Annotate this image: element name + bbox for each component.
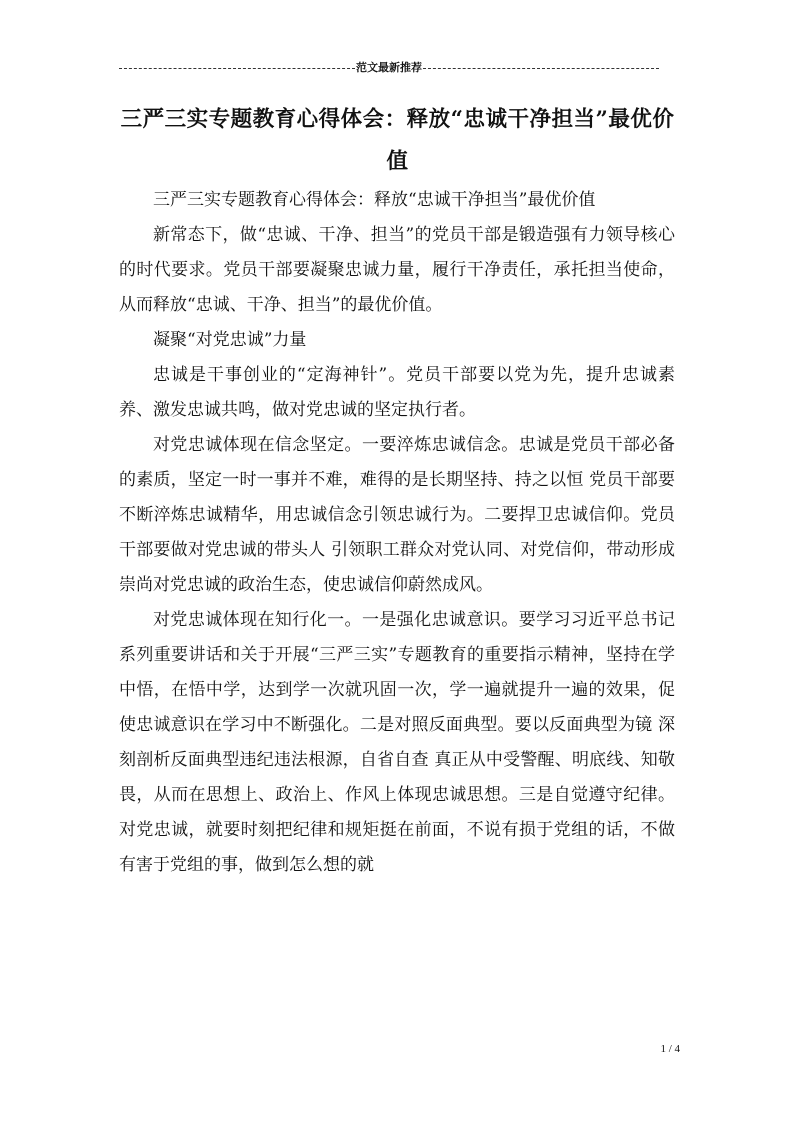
- section-heading: 凝聚“对党忠诚”力量: [153, 330, 307, 350]
- page-number: 1 / 4: [660, 1043, 680, 1055]
- paragraph: 对党忠诚体现在知行化一。一是强化忠诚意识。要学习习近平总书记系列重要讲话和关于开展“三严三实”专题教育的重要指示精神，坚持在学中悟，在悟中学，达到学一次就巩固一次，学一遍就提升一遍的效果，促使忠诚意识在学习中不断强化。二是对照反面典型。要以反面典型为镜 深刻剖析反面典型违纪违法根源，自省自查 真正从中受警醒、明底线、知敬畏，从而在思想上、政治上、作风上体现忠诚思想。三是自觉遵守纪律。对党忠诚，就要时刻把纪律和规矩挺在前面，不说有损于党组的话，不做有害于党组的事，做到怎么想的就: [119, 610, 675, 875]
- document-title: 三严三实专题教育心得体会：释放“忠诚干净担当”最优价值: [120, 107, 675, 174]
- page-header: [119, 60, 659, 76]
- document-body: [119, 183, 675, 883]
- paragraph: 忠诚是干事创业的“定海神针”。党员干部要以党为先，提升忠诚素养、激发忠诚共鸣，做对党忠诚的坚定执行者。: [119, 365, 675, 420]
- header-dash-right: [423, 68, 659, 69]
- paragraph: 对党忠诚体现在信念坚定。一要淬炼忠诚信念。忠诚是党员干部必备的素质，坚定一时一事并不难，难得的是长期坚持、持之以恒 党员干部要不断淬炼忠诚精华，用忠诚信念引领忠诚行为。二要捍卫忠诚信仰。党员干部要做对党忠诚的带头人 引领职工群众对党认同、对党信仰，带动形成崇尚对党忠诚的政治生态，使忠诚信仰蔚然成风。: [119, 435, 675, 595]
- header-label: 范文最新推荐: [356, 61, 422, 74]
- paragraph: 新常态下，做“忠诚、干净、担当”的党员干部是锻造强有力领导核心的时代要求。党员干部要凝聚忠诚力量，履行干净责任，承托担当使命，从而释放“忠诚、干净、担当”的最优价值。: [119, 225, 675, 315]
- header-dash-left: [119, 68, 355, 69]
- paragraph: 三严三实专题教育心得体会：释放“忠诚干净担当”最优价值: [153, 190, 596, 210]
